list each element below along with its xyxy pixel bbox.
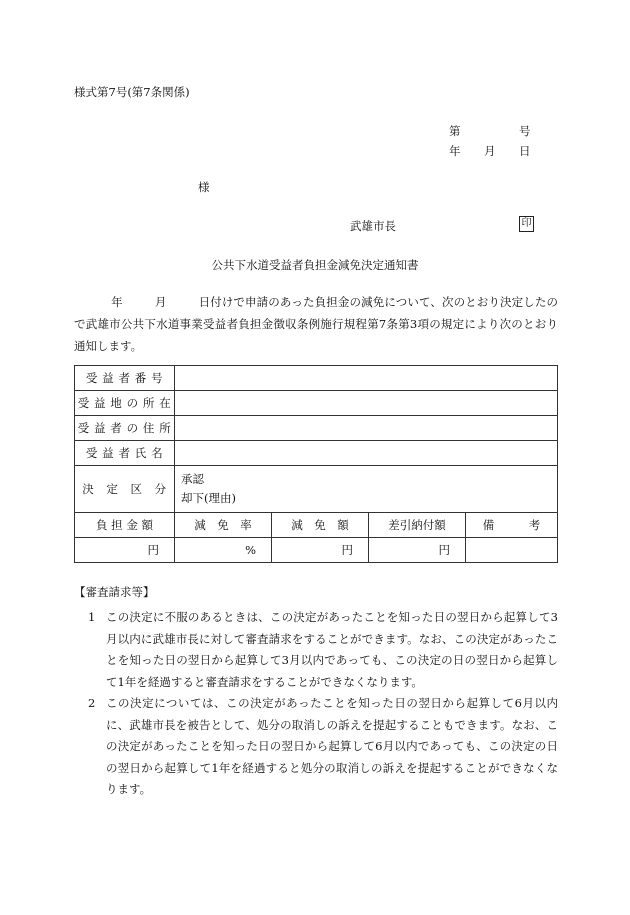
item-number: 1 (88, 610, 96, 624)
row-label: 受 益 者 番 号 (75, 366, 175, 391)
header-cell: 差引納付額 (369, 513, 466, 538)
remarks-cell[interactable] (466, 538, 558, 563)
body-month: 月 (154, 295, 167, 309)
table-row (75, 441, 558, 466)
item-text: この決定については、この決定があったことを知った日の翌日から起算して6月以内に、武雄市長を被告として、処分の取消しの訴えを提起することもできます。なお、この決定があったことを知った日の翌日から起算して6月以内であっても、この決定の日の翌日から起算して1年を経過すると処分の取消しの訴えを提起することができなくなります。 (106, 696, 558, 796)
item-text: この決定に不服のあるときは、この決定があったことを知った日の翌日から起算して3月以内に武雄市長に対して審査請求をすることができます。なお、この決定があったことを知った日の翌日から起算して3月以内であっても、この決定の日の翌日から起算して1年を経過すると審査請求をすることができなくなります。 (106, 610, 558, 689)
form-id: 様式第7号(第7条関係) (74, 85, 190, 99)
body-year: 年 (111, 295, 123, 309)
table-row (75, 466, 558, 513)
recipient-name-field[interactable] (175, 441, 558, 466)
header-cell: 負 担 金 額 (75, 513, 175, 538)
number-prefix: 第 (449, 124, 461, 138)
recipient-number-field[interactable] (175, 366, 558, 391)
seal-mark: 印 (519, 216, 534, 232)
recipient-address-field[interactable] (175, 416, 558, 441)
header-cell: 減 免 率 (175, 513, 272, 538)
net-payment-cell[interactable]: 円 (369, 538, 466, 563)
table-row (75, 538, 558, 563)
table-row (75, 366, 558, 391)
land-location-field[interactable] (175, 391, 558, 416)
review-heading: 【審査請求等】 (74, 585, 155, 599)
date-day: 日 (519, 144, 531, 158)
date-year: 年 (449, 144, 461, 158)
charge-amount-cell[interactable]: 円 (75, 538, 175, 563)
issuer-name: 武雄市長 (350, 219, 396, 233)
decision-approve: 承認 (181, 472, 204, 486)
notice-body (74, 291, 558, 357)
document-title: 公共下水道受益者負担金減免決定通知書 (211, 258, 419, 272)
header-cell: 備 考 (466, 513, 558, 538)
table-row (75, 391, 558, 416)
decision-label: 決 定 区 分 (75, 466, 175, 513)
decision-reject: 却下(理由) (181, 491, 236, 505)
row-label: 受 益 者 氏 名 (75, 441, 175, 466)
reduction-rate-cell[interactable]: % (175, 538, 272, 563)
list-item (74, 693, 558, 801)
body-text: 日付けで申請のあった負担金の減免について、次のとおり決定したので武雄市公共下水道事業受益者負担金徴収条例施行規程第7条第3項の規定により次のとおり通知します。 (74, 295, 559, 353)
date-month: 月 (484, 144, 496, 158)
addressee-suffix: 様 (198, 180, 210, 194)
reduction-amount-cell[interactable]: 円 (272, 538, 369, 563)
decision-field[interactable] (175, 466, 558, 513)
number-suffix: 号 (519, 124, 531, 138)
row-label: 受 益 地 の 所 在 (75, 391, 175, 416)
list-item (74, 607, 558, 693)
row-label: 受 益 者 の 住 所 (75, 416, 175, 441)
table-row (75, 416, 558, 441)
item-number: 2 (88, 696, 96, 710)
review-section (74, 607, 558, 801)
info-table (74, 365, 558, 563)
header-cell: 減 免 額 (272, 513, 369, 538)
table-header-row (75, 513, 558, 538)
